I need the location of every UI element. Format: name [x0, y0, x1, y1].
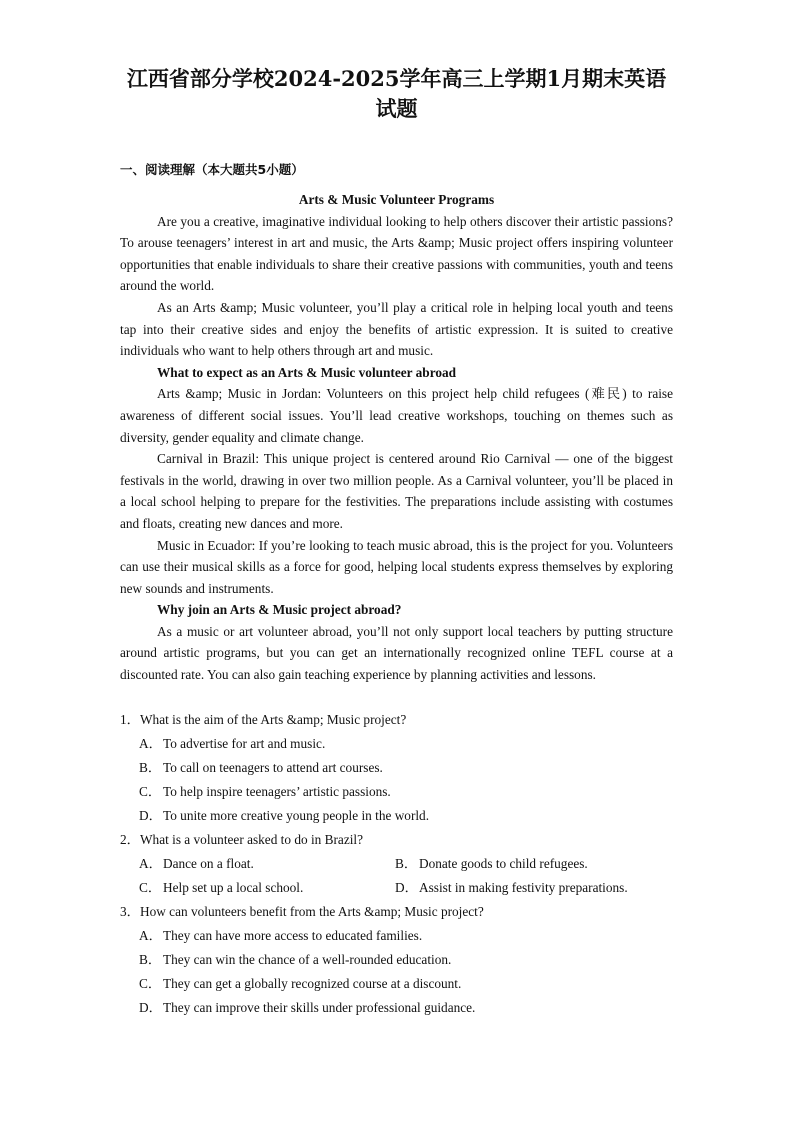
- option-letter: D．: [395, 880, 418, 895]
- question-1: [120, 708, 673, 732]
- option-item: [120, 996, 673, 1020]
- option-text: Help set up a local school.: [163, 880, 304, 895]
- page-title: [100, 64, 693, 124]
- option-item: [120, 732, 673, 756]
- question-3: [120, 900, 673, 924]
- option-letter: C．: [139, 880, 162, 895]
- option-item: [120, 924, 673, 948]
- option-letter: D．: [139, 1000, 162, 1015]
- option-text: They can get a globally recognized course at a discount.: [163, 976, 462, 991]
- option-letter: B．: [139, 760, 162, 775]
- option-letter: C．: [139, 976, 162, 991]
- option-text: They can win the chance of a well-rounded education.: [163, 952, 452, 967]
- passage-paragraph: As a music or art volunteer abroad, you’ll not only support local teachers by putting structure around artistic programs, but you can get an internationally recognized online TEFL course at a discounted rate. You can also gain teaching experience by planning activities and lessons.: [120, 623, 673, 683]
- option-letter: B．: [395, 856, 418, 871]
- option-text: To call on teenagers to attend art courses.: [163, 760, 383, 775]
- passage-subheading: Why join an Arts & Music project abroad?: [157, 602, 402, 618]
- question-number: 1．: [120, 712, 140, 727]
- option-letter: C．: [139, 784, 162, 799]
- passage-title: Arts & Music Volunteer Programs: [298, 192, 495, 207]
- option-text: They can have more access to educated families.: [163, 928, 423, 943]
- option-item: [120, 780, 673, 804]
- option-letter: D．: [139, 808, 162, 823]
- option-text: Assist in making festivity preparations.: [419, 880, 628, 895]
- option-item: [139, 876, 395, 900]
- option-item: [120, 972, 673, 996]
- question-list: [120, 708, 673, 1020]
- question-number: 3．: [120, 904, 140, 919]
- section-heading: 一、阅读理解（本大题共5小题）: [120, 162, 304, 177]
- passage-paragraph: As an Arts &amp; Music volunteer, you’ll play a critical role in helping local youth and teens tap into their creative sides and enjoy the benefits of artistic expression. It is suited to creative individuals who want to help others through art and music.: [120, 299, 673, 359]
- option-row: [120, 852, 673, 876]
- option-letter: A．: [139, 736, 162, 751]
- option-text: Dance on a float.: [163, 856, 254, 871]
- passage-paragraph: Arts &amp; Music in Jordan: Volunteers on this project help child refugees (难民) to raise awareness of different social issues. You’ll lead creative workshops, touching on themes such as diversity, gender equality and climate change.: [120, 386, 673, 445]
- passage-paragraph: Music in Ecuador: If you’re looking to teach music abroad, this is the project for you. Volunteers can use their musical skills as a force for good, helping local students express themselves by exploring new sounds and instruments.: [120, 537, 673, 596]
- title-line-1: 江西省部分学校2024-2025学年高三上学期1月期末英语: [126, 66, 667, 91]
- option-item: [395, 876, 651, 900]
- title-line-2: 试题: [375, 96, 418, 121]
- option-row: [120, 876, 673, 900]
- option-letter: A．: [139, 856, 162, 871]
- passage-paragraph: Carnival in Brazil: This unique project is centered around Rio Carnival — one of the biggest festivals in the world, drawing in over two million people. As a Carnival volunteer, you’ll be placed in a local school helping to prepare for the festivities. The preparations include assisting with costumes and floats, creating new dances and more.: [120, 451, 673, 531]
- option-item: [120, 948, 673, 972]
- question-number: 2．: [120, 832, 140, 847]
- option-letter: A．: [139, 928, 162, 943]
- question-text: How can volunteers benefit from the Arts &amp; Music project?: [140, 904, 484, 919]
- option-item: [395, 852, 651, 876]
- option-text: To advertise for art and music.: [163, 736, 326, 751]
- question-text: What is a volunteer asked to do in Brazil?: [140, 832, 364, 847]
- option-item: [120, 804, 673, 828]
- question-text: What is the aim of the Arts &amp; Music project?: [140, 712, 407, 727]
- option-text: To help inspire teenagers’ artistic passions.: [163, 784, 391, 799]
- option-text: They can improve their skills under professional guidance.: [163, 1000, 476, 1015]
- option-letter: B．: [139, 952, 162, 967]
- option-text: Donate goods to child refugees.: [419, 856, 588, 871]
- option-item: [120, 756, 673, 780]
- question-2: [120, 828, 673, 852]
- passage-paragraph: Are you a creative, imaginative individual looking to help others discover their artistic passions? To arouse teenagers’ interest in art and music, the Arts &amp; Music project offers inspiring volunteer opportunities that enable individuals to share their creative passions with communities, youth and teens around the world.: [120, 213, 673, 294]
- option-item: [139, 852, 395, 876]
- option-text: To unite more creative young people in the world.: [163, 808, 430, 823]
- passage-subheading: What to expect as an Arts & Music volunteer abroad: [157, 364, 457, 380]
- reading-passage: [120, 189, 673, 686]
